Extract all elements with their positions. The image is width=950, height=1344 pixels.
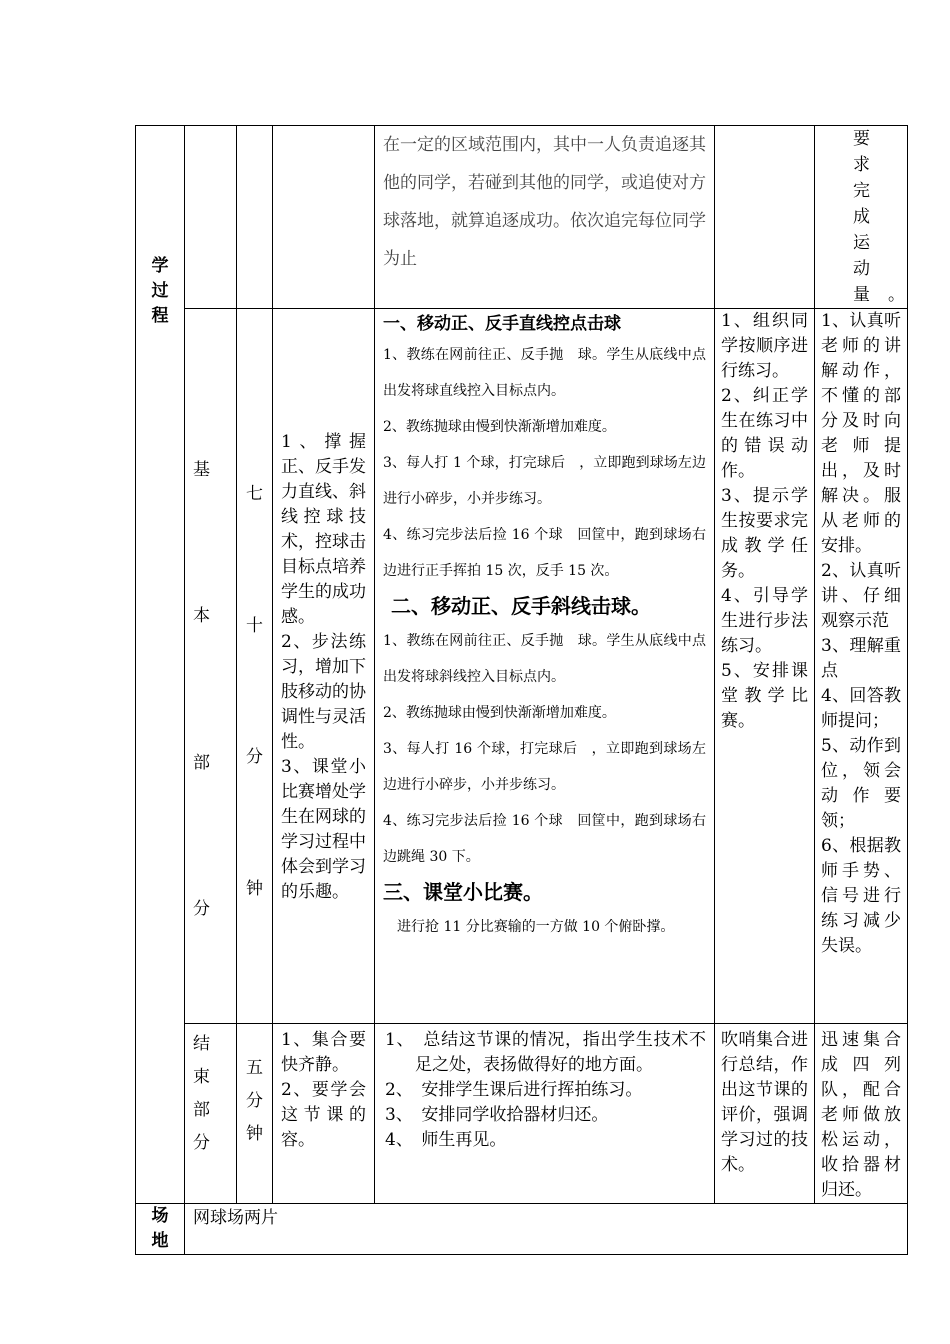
section2-item: 1、教练在网前往正、反手抛 球。学生从底线中点出发将球斜线控入目标点内。 xyxy=(383,633,706,685)
ending-part-label-cell xyxy=(185,1024,237,1204)
warmup-teacher-cell xyxy=(715,126,815,309)
ending-item: 3、 安排同学收拾器材归还。 xyxy=(385,1105,609,1125)
basic-part-label-cell xyxy=(185,309,237,1024)
ending-teacher-text: 吹哨集合进行总结，作出这节课的评价，强调学习过的技术。 xyxy=(721,1030,808,1175)
basic-content-cell xyxy=(375,309,715,1024)
basic-student-text: 1、认真听老师的讲解动作，不懂的部分及时向老师提出，及时解决。服从老师的安排。 2、认真听讲、仔细观察示范 3、理解重点 4、回答教师提问； 5、动作到位，领会动作要领； 6、根据教师手势、信号进行练习减少失误。 xyxy=(821,311,901,956)
warmup-goal-cell xyxy=(273,126,375,309)
venue-label-cell xyxy=(136,1204,185,1255)
basic-time-cell xyxy=(237,309,273,1024)
ending-goal-cell xyxy=(273,1024,375,1204)
section2-item: 3、每人打 16 个球，打完球后 ，立即跑到球场左边进行小碎步，小并步练习。 xyxy=(383,741,706,793)
section3-title: 三、课堂小比赛。 xyxy=(383,880,543,904)
section1-item: 4、练习完步法后捡 16 个球 回筐中，跑到球场右边进行正手挥拍 15 次，反手 15 次。 xyxy=(383,527,706,579)
venue-label-char: 地 xyxy=(151,1231,169,1251)
basic-time-char: 七 xyxy=(246,484,263,504)
ending-student-cell xyxy=(815,1024,908,1204)
ending-goal-text: 1、集合要快齐静。 2、要学会这节课的容。 xyxy=(281,1030,366,1150)
basic-student-cell xyxy=(815,309,908,1024)
ending-item: 4、 师生再见。 xyxy=(385,1130,507,1150)
basic-part-char: 基 xyxy=(193,460,210,480)
venue-text: 网球场两片 xyxy=(193,1208,278,1228)
section1-item: 3、每人打 1 个球，打完球后 ，立即跑到球场左边进行小碎步，小并步练习。 xyxy=(383,455,706,507)
section2-title: 二、移动正、反手斜线击球。 xyxy=(391,594,651,618)
ending-part-char: 束 xyxy=(193,1067,210,1087)
ending-part-char: 分 xyxy=(193,1133,210,1153)
section2-item: 4、练习完步法后捡 16 个球 回筐中，跑到球场右边跳绳 30 下。 xyxy=(383,813,706,865)
process-label-char: 程 xyxy=(151,306,169,326)
basic-time-char: 十 xyxy=(246,615,263,636)
warmup-student-cell xyxy=(815,126,923,309)
warmup-row xyxy=(136,126,908,309)
section1-item: 2、教练抛球由慢到快渐渐增加难度。 xyxy=(383,419,616,435)
basic-time-char: 钟 xyxy=(246,878,263,899)
warmup-content-cell xyxy=(375,126,715,309)
venue-text-cell xyxy=(185,1204,908,1255)
ending-item: 1、 总结这节课的情况，指出学生技术不足之处，表扬做得好的地方面。 xyxy=(385,1030,706,1075)
ending-time-char: 分 xyxy=(246,1091,263,1111)
venue-row xyxy=(136,1204,908,1255)
basic-goal-item: 1、撑握正、反手发力直线、斜线控球技术，控球击目标点培养学生的成功感。 xyxy=(281,432,366,627)
basic-part-char: 部 xyxy=(193,752,210,773)
venue-label-char: 场 xyxy=(151,1206,169,1226)
basic-part-char: 本 xyxy=(193,606,210,627)
basic-part-char: 分 xyxy=(193,898,210,919)
warmup-time-cell xyxy=(237,126,273,309)
section1-title: 一、移动正、反手直线控点击球 xyxy=(383,314,621,334)
ending-teacher-cell xyxy=(715,1024,815,1204)
ending-time-char: 钟 xyxy=(246,1124,263,1144)
basic-goal-cell xyxy=(273,309,375,1024)
ending-time-cell xyxy=(237,1024,273,1204)
warmup-part-cell xyxy=(185,126,237,309)
section1-item: 1、教练在网前往正、反手抛 球。学生从底线中点出发将球直线控入目标点内。 xyxy=(383,347,706,399)
ending-part-char: 部 xyxy=(193,1100,210,1120)
ending-time-char: 五 xyxy=(246,1058,263,1078)
basic-time-char: 分 xyxy=(246,747,263,768)
basic-part-row xyxy=(136,309,908,1024)
ending-part-row xyxy=(136,1024,908,1204)
process-label-char: 学 xyxy=(151,256,169,276)
basic-goal-item: 2、步法练习，增加下肢移动的协调性与灵活性。 xyxy=(281,632,366,752)
warmup-student-req: 要求完成运动量。 xyxy=(853,129,923,305)
basic-teacher-cell xyxy=(715,309,815,1024)
section3-text: 进行抢 11 分比赛输的一方做 10 个俯卧撑。 xyxy=(383,919,675,935)
basic-goal-item: 3、课堂小比赛增处学生在网球的学习过程中体会到学习的乐趣。 xyxy=(281,757,366,902)
ending-part-char: 结 xyxy=(193,1034,210,1054)
section2-item: 2、教练抛球由慢到快渐渐增加难度。 xyxy=(383,705,616,721)
process-label-char: 过 xyxy=(151,281,169,301)
warmup-text: 在一定的区域范围内，其中一人负责追逐其他的同学，若碰到其他的同学，或追使对方球落地，就算追逐成功。依次追完每位同学为止 xyxy=(383,135,706,269)
basic-teacher-text: 1、组织同学按顺序进行练习。 2、纠正学生在练习中的错误动作。 3、提示学生按要求完成教学任务。 4、引导学生进行步法练习。 5、安排课堂教学比赛。 xyxy=(721,311,808,731)
process-label-cell xyxy=(136,126,185,1204)
ending-content-cell xyxy=(375,1024,715,1204)
ending-student-text: 迅速集合成四列队，配合老师做放松运动，收拾器材归还。 xyxy=(821,1030,901,1200)
lesson-plan-table xyxy=(135,125,923,1255)
ending-item: 2、 安排学生课后进行挥拍练习。 xyxy=(385,1080,643,1100)
